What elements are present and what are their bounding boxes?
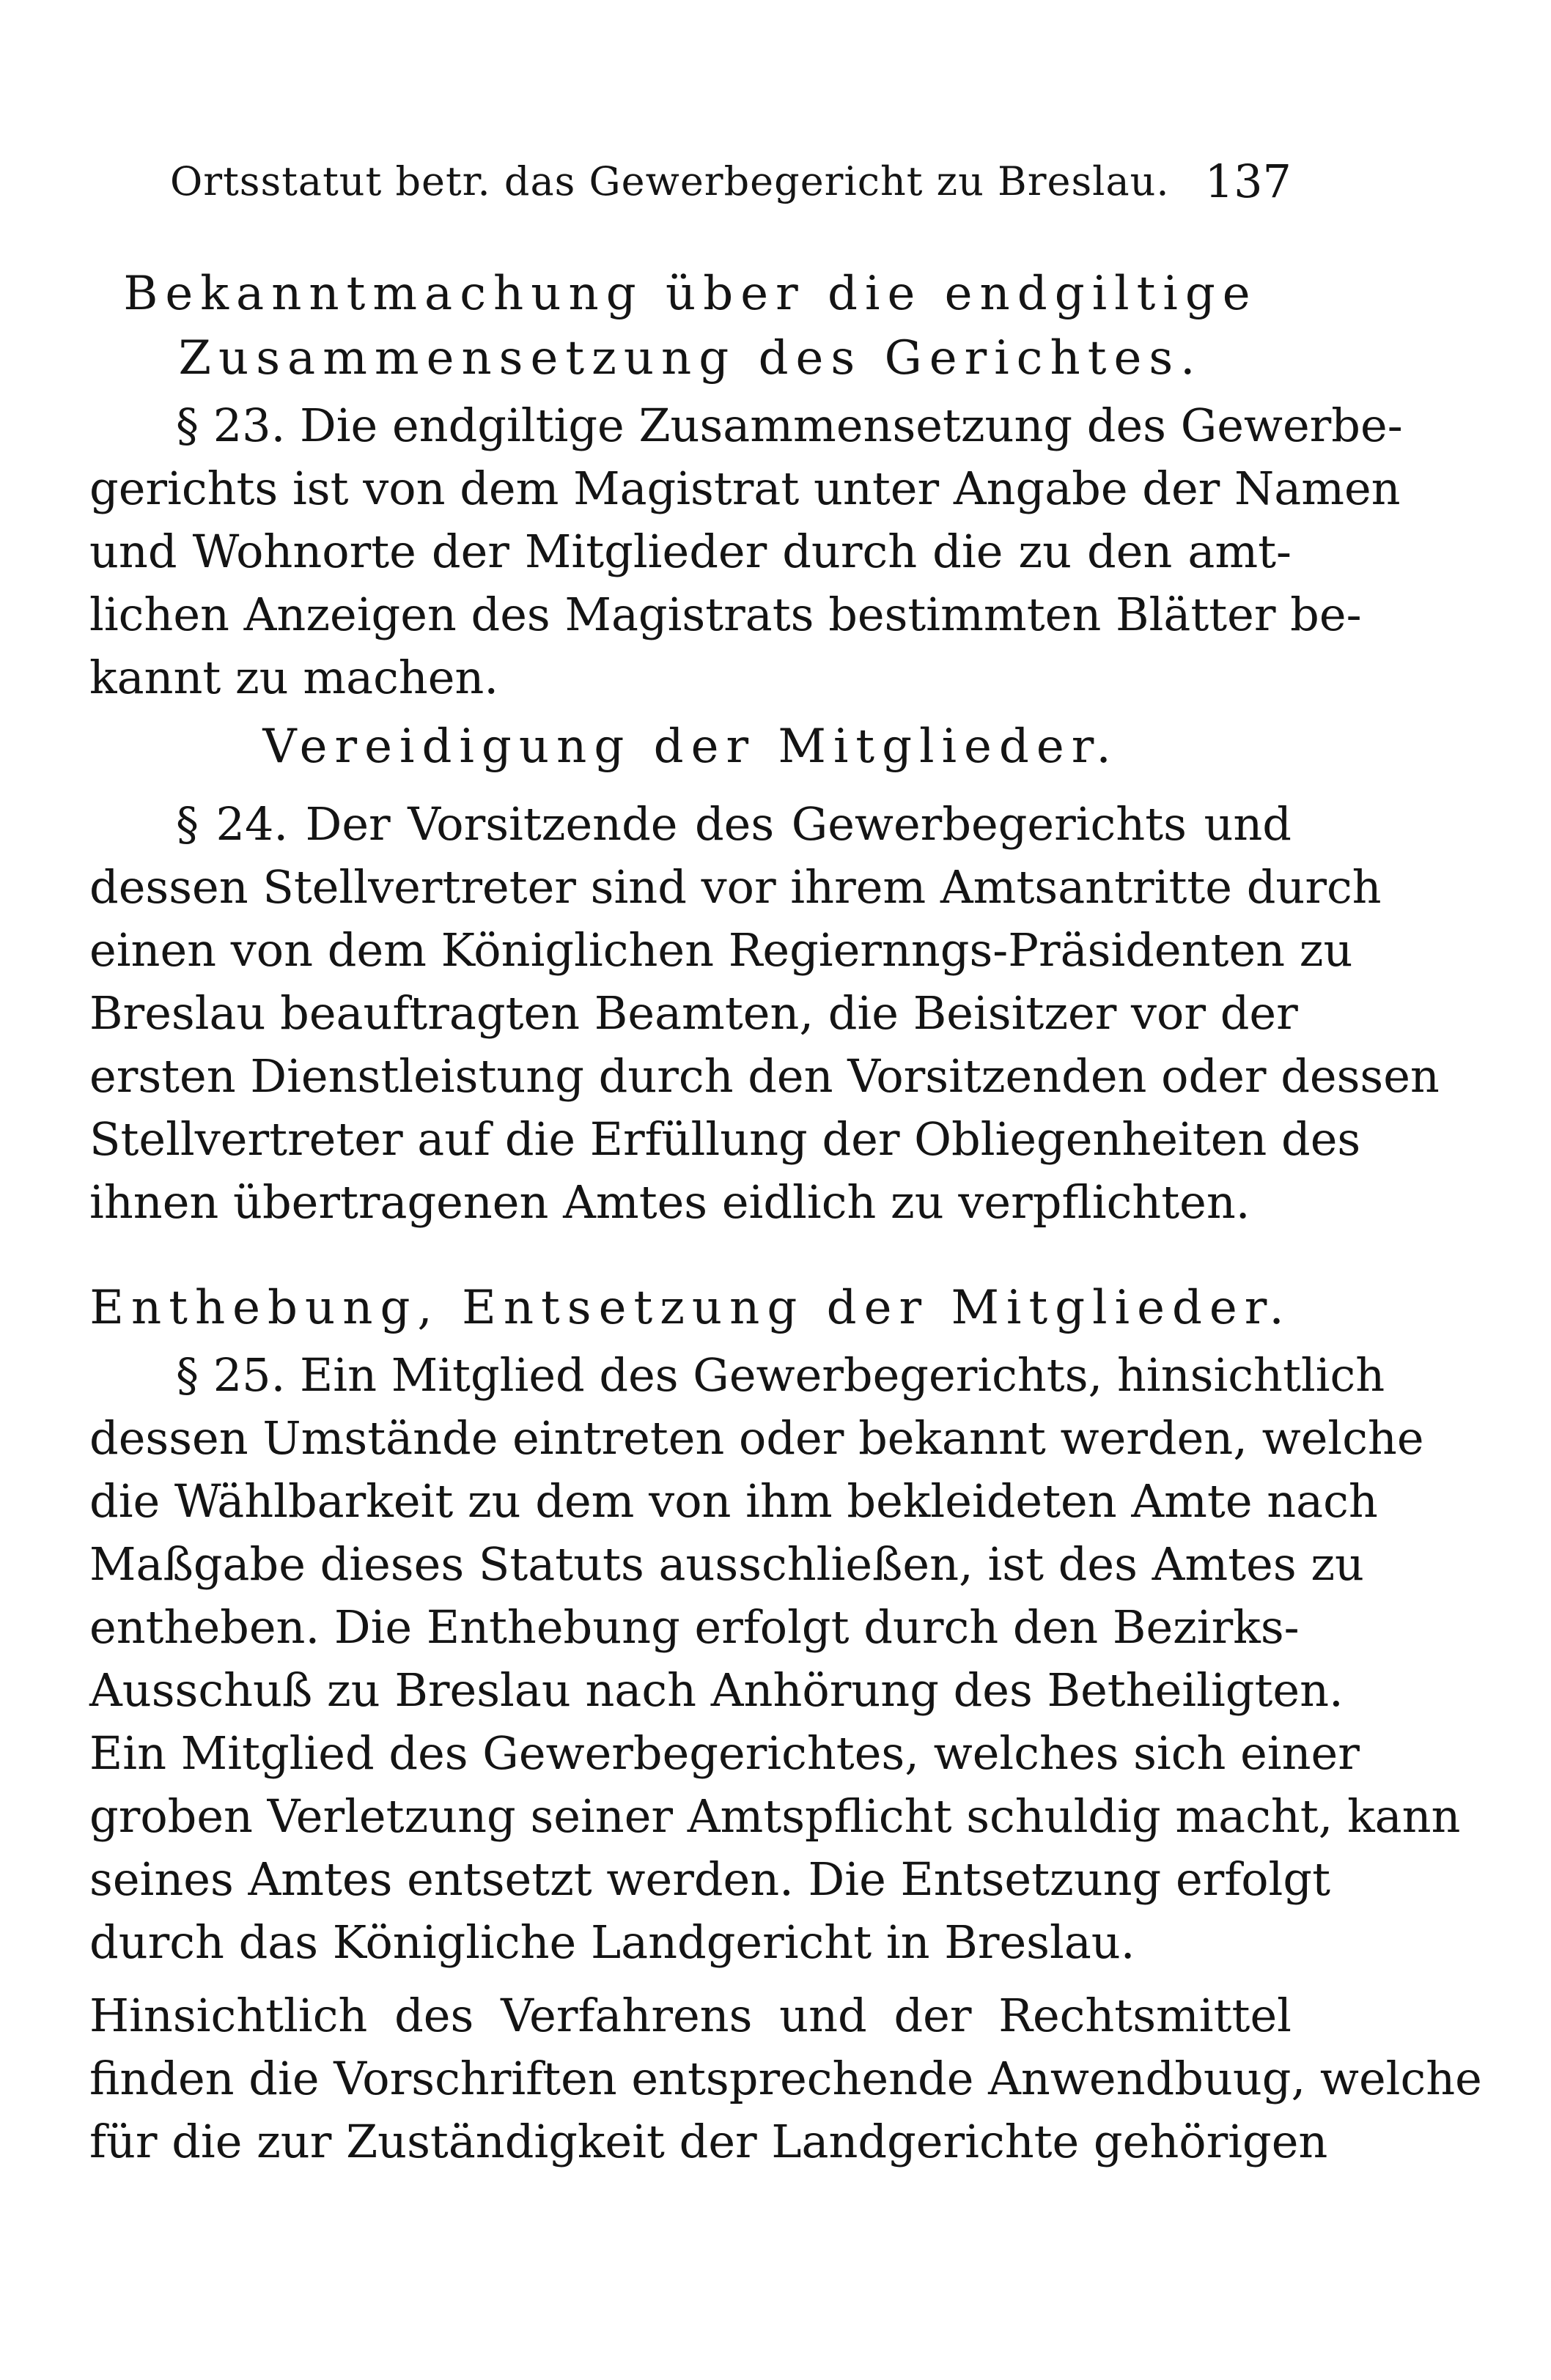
paragraph-24-line-4: Breslau beauftragten Beamten, die Beisitzer vor der [89,986,1298,1040]
paragraph-24-line-6: Stellvertreter auf die Erfüllung der Obliegenheiten des [89,1112,1361,1166]
paragraph-25c-line-3: für die zur Zuständigkeit der Landgerichte gehörigen [89,2115,1328,2168]
paragraph-24-line-7: ihnen übertragenen Amtes eidlich zu verpflichten. [89,1175,1250,1229]
paragraph-23-line-2: gerichts ist von dem Magistrat unter Angabe der Namen [89,462,1401,515]
paragraph-23-line-4: lichen Anzeigen des Magistrats bestimmten Blätter be- [89,588,1362,641]
paragraph-25c-line-1: Hinsichtlich des Verfahrens und der Rechtsmittel [89,1989,1292,2042]
section-heading-enthebung: Enthebung, Entsetzung der Mitglieder. [89,1281,1292,1335]
running-header-title: Ortsstatut betr. das Gewerbegericht zu Breslau. [170,158,1170,204]
running-header [170,152,1292,211]
paragraph-25c-line-2: finden die Vorschriften entsprechende Anwendbuug, welche [89,2052,1482,2105]
section-heading-line-2: Zusammensetzung des Gerichtes. [178,331,1203,385]
paragraph-25-line-6: Ausschuß zu Breslau nach Anhörung des Betheiligten. [89,1663,1344,1717]
paragraph-25-line-2: dessen Umstände eintreten oder bekannt werden, welche [89,1411,1424,1465]
paragraph-24-line-5: ersten Dienstleistung durch den Vorsitzenden oder dessen [89,1049,1440,1103]
paragraph-23-line-3: und Wohnorte der Mitglieder durch die zu den amt- [89,525,1292,578]
paragraph-25b-line-1: Ein Mitglied des Gewerbegerichtes, welches sich einer [89,1726,1360,1780]
paragraph-23-line-1: § 23. Die endgiltige Zusammensetzung des Gewerbe- [176,399,1403,452]
page-number: 137 [1204,155,1292,208]
paragraph-25-line-4: Maßgabe dieses Statuts ausschließen, ist des Amtes zu [89,1537,1364,1591]
paragraph-24-line-3: einen von dem Königlichen Regiernngs-Präsidenten zu [89,923,1353,977]
section-heading-vereidigung: Vereidigung der Mitglieder. [262,720,1119,774]
paragraph-24-line-1: § 24. Der Vorsitzende des Gewerbegerichts und [176,797,1292,851]
paragraph-23-line-5: kannt zu machen. [89,651,499,704]
paragraph-25-line-1: § 25. Ein Mitglied des Gewerbegerichts, hinsichtlich [176,1348,1385,1402]
section-heading-line-1: Bekanntmachung über die endgiltige [123,267,1258,321]
paragraph-25b-line-4: durch das Königliche Landgericht in Breslau. [89,1915,1135,1969]
paragraph-25b-line-2: groben Verletzung seiner Amtspflicht schuldig macht, kann [89,1789,1461,1843]
paragraph-25b-line-3: seines Amtes entsetzt werden. Die Entsetzung erfolgt [89,1852,1330,1906]
paragraph-25-line-5: entheben. Die Enthebung erfolgt durch den Bezirks- [89,1600,1300,1654]
paragraph-25-line-3: die Wählbarkeit zu dem von ihm bekleideten Amte nach [89,1474,1378,1528]
paragraph-24-line-2: dessen Stellvertreter sind vor ihrem Amtsantritte durch [89,860,1382,914]
